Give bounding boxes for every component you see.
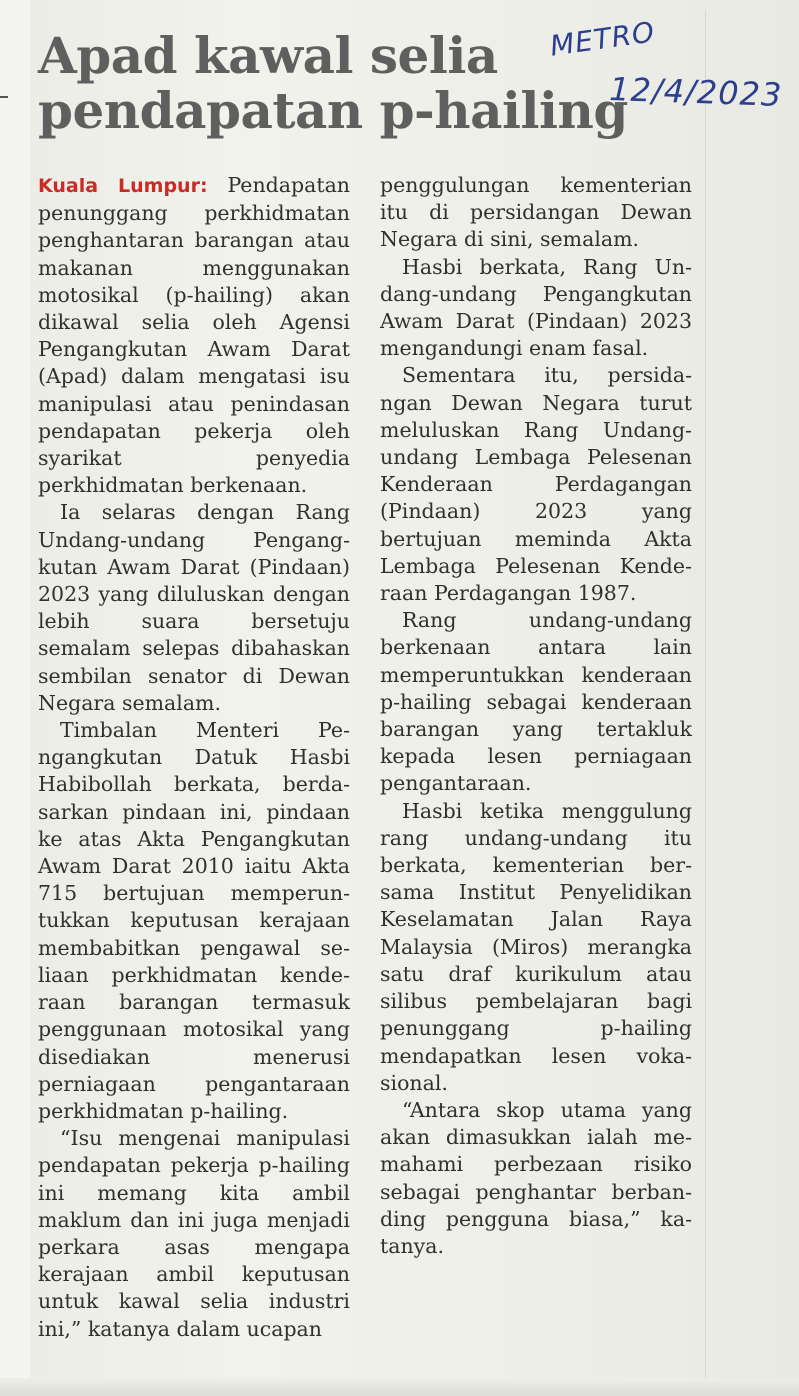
paper-bottom-edge bbox=[0, 1378, 799, 1396]
article-paragraph-4: “Isu mengenai manipulasi pendapatan pekerja p-hailing ini memang kita ambil maklum dan ini juga menjadi perkara asas mengapa kerajaan ambil keputusan untuk kawal selia industri ini,” katanya dalam ucapan bbox=[38, 1126, 350, 1341]
article-paragraph-7: Rang undang-undang berkenaan antara lain memperuntukkan kenderaan p-hailing sebagai kenderaan barangan yang tertakluk kepada lesen perniagaan pengantaraan. bbox=[380, 608, 692, 796]
column-border bbox=[705, 10, 706, 1385]
paragraph-1-text: Pendapatan penunggang perkhidmatan penghantaran barangan atau makanan menggunakan motosikal (p-hailing) akan dikawal selia oleh Agensi Pengangkutan Awam Darat (Apad) dalam mengatasi isu manipulasi atau penindasan pendapatan pekerja oleh syarikat penyedia perkhidmatan berkenaan. bbox=[38, 173, 350, 498]
article-paragraph-4-continued: penggulungan kementerian itu di persidangan Dewan Negara di sini, semalam. bbox=[380, 173, 692, 252]
article-paragraph-6: Sementara itu, persidangan Dewan Negara turut meluluskan Rang Undang-undang Lembaga Pelesenan Kenderaan Perdagangan (Pindaan) 2023 yang bertujuan meminda Akta Lembaga Pelesenan Kenderaan Perdagangan 1987. bbox=[380, 363, 692, 606]
article-column-left bbox=[38, 172, 350, 1343]
dateline: Kuala Lumpur: bbox=[38, 175, 208, 197]
handwritten-source: METRO bbox=[548, 15, 658, 63]
article-column-right bbox=[380, 172, 692, 1260]
paper-left-edge bbox=[0, 0, 30, 1396]
handwritten-date: 12/4/2023 bbox=[608, 70, 783, 115]
article-paragraph-9: “Antara skop utama yang akan dimasukkan ialah memahami perbezaan risiko sebagai penghantar berbanding pengguna biasa,” katanya. bbox=[380, 1097, 692, 1258]
headline-line-2: pendapatan p-hailing bbox=[38, 81, 628, 140]
article-paragraph-1 bbox=[38, 172, 350, 499]
headline-line-1: Apad kawal selia bbox=[38, 26, 498, 85]
article-paragraph-8: Hasbi ketika menggulung rang undang-undang itu berkata, kementerian bersama Institut Penyelidikan Keselamatan Jalan Raya Malaysia (Miros) merangka satu draf kurikulum atau silibus pembelajaran bagi penunggang p-hailing mendapatkan lesen vokasional. bbox=[380, 798, 692, 1095]
article-paragraph-3: Timbalan Menteri Pengangkutan Datuk Hasbi Habibollah berkata, berdasarkan pindaan ini, pindaan ke atas Akta Pengangkutan Awam Darat 2010 iaitu Akta 715 bertujuan memperuntukkan keputusan kerajaan membabitkan pengawal seliaan perkhidmatan kenderaan barangan termasuk penggunaan motosikal yang disediakan menerusi perniagaan pengantaraan perkhidmatan p-hailing. bbox=[38, 718, 350, 1123]
margin-dash bbox=[0, 96, 8, 98]
article-paragraph-2: Ia selaras dengan Rang Undang-undang Pengangkutan Awam Darat (Pindaan) 2023 yang diluluskan dengan lebih suara bersetuju semalam selepas dibahaskan sembilan senator di Dewan Negara semalam. bbox=[38, 500, 350, 715]
article-paragraph-5: Hasbi berkata, Rang Undang-undang Pengangkutan Awam Darat (Pindaan) 2023 mengandungi enam fasal. bbox=[380, 254, 692, 361]
